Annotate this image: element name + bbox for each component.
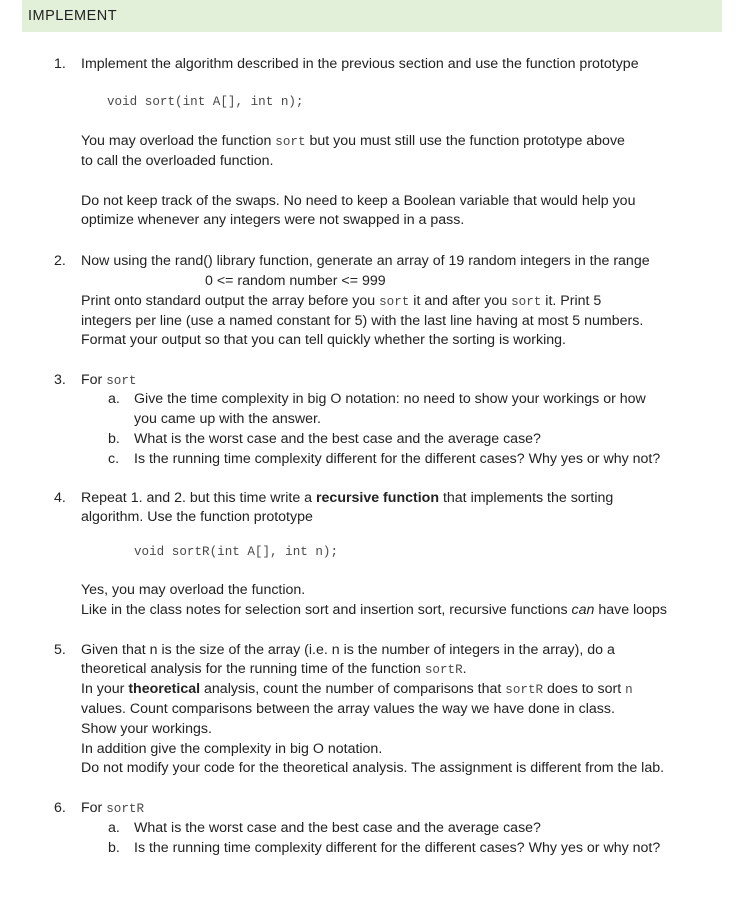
code-prototype: void sortR(int A[], int n); [134, 545, 339, 559]
sub-label: b. [108, 840, 120, 856]
bold-text: theoretical [128, 681, 201, 697]
item-text: Do not modify your code for the theoretical analysis. The assignment is different from the lab. [81, 760, 665, 776]
item-number: 5. [54, 642, 66, 658]
item-text: Given that n is the size of the array (i.e. n is the number of integers in the array), do a [81, 642, 615, 658]
italic-text: can [571, 602, 595, 618]
item-text: Print onto standard output the array before you sort it and after you sort it. Print 5 [81, 293, 602, 309]
sub-item-text: Give the time complexity in big O notation: no need to show your workings or how [134, 391, 646, 407]
sub-item-text: What is the worst case and the best case and the average case? [134, 820, 541, 836]
code-prototype: void sort(int A[], int n); [107, 95, 304, 109]
sub-label: c. [108, 451, 120, 467]
item-number: 2. [54, 253, 66, 269]
sub-label: a. [108, 391, 120, 407]
sub-label: a. [108, 820, 120, 836]
item-number: 4. [54, 490, 66, 506]
item-text: Format your output so that you can tell quickly whether the sorting is working. [81, 332, 566, 348]
item-text: Repeat 1. and 2. but this time write a recursive function that implements the sorting [81, 490, 614, 506]
item-text: to call the overloaded function. [81, 153, 274, 169]
item-text: Show your workings. [81, 721, 212, 737]
sub-item-text: Is the running time complexity different for the different cases? Why yes or why not? [134, 451, 661, 467]
inline-code: sort [511, 295, 542, 309]
inline-code: sort [106, 374, 137, 388]
item-text: For sortR [81, 800, 145, 816]
section-title: IMPLEMENT [28, 8, 118, 24]
bold-text: recursive function [316, 490, 440, 506]
item-text: Yes, you may overload the function. [81, 582, 306, 598]
item-text: For sort [81, 372, 137, 388]
item-text: integers per line (use a named constant for 5) with the last line having at most 5 numbers. [81, 313, 644, 329]
sub-item-text: you came up with the answer. [134, 411, 321, 427]
item-text: Do not keep track of the swaps. No need to keep a Boolean variable that would help you [81, 193, 636, 209]
range-text: 0 <= random number <= 999 [205, 273, 386, 289]
inline-code: n [625, 683, 633, 697]
item-number: 6. [54, 800, 66, 816]
item-text: In your theoretical analysis, count the number of comparisons that sortR does to sort n [81, 681, 633, 697]
inline-code: sortR [505, 683, 544, 697]
item-text: Implement the algorithm described in the previous section and use the function prototype [81, 56, 639, 72]
item-text: Like in the class notes for selection sort and insertion sort, recursive functions can have loops [81, 602, 667, 618]
sub-label: b. [108, 431, 120, 447]
item-text: optimize whenever any integers were not swapped in a pass. [81, 212, 465, 228]
sub-item-text: What is the worst case and the best case and the average case? [134, 431, 541, 447]
item-text: You may overload the function sort but you must still use the function prototype above [81, 133, 625, 149]
inline-code: sortR [424, 663, 463, 677]
section-header [22, 0, 722, 32]
item-number: 3. [54, 372, 66, 388]
item-text: algorithm. Use the function prototype [81, 509, 313, 525]
inline-code: sort [275, 135, 306, 149]
item-text: theoretical analysis for the running time of the function sortR. [81, 661, 467, 677]
item-text: In addition give the complexity in big O notation. [81, 741, 383, 757]
item-text: values. Count comparisons between the array values the way we have done in class. [81, 701, 615, 717]
inline-code: sort [379, 295, 410, 309]
item-number: 1. [54, 56, 66, 72]
sub-item-text: Is the running time complexity different for the different cases? Why yes or why not? [134, 840, 661, 856]
item-text: Now using the rand() library function, generate an array of 19 random integers in the range [81, 253, 650, 269]
inline-code: sortR [106, 802, 145, 816]
